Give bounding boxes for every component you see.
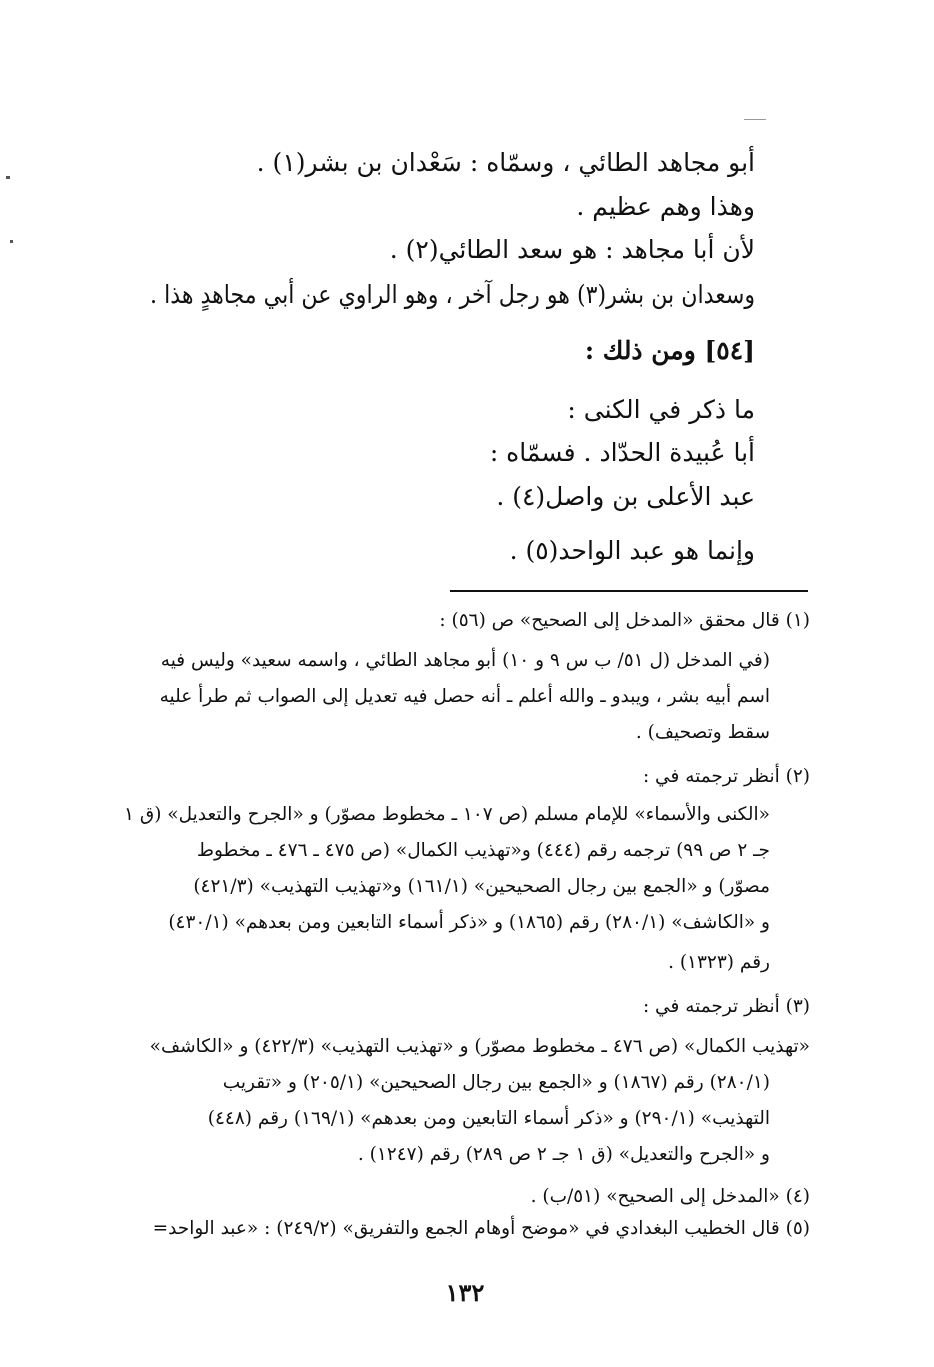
corner-mark [744,119,766,120]
footnote-line: (٣) أنظر ترجمته في : [642,996,810,1017]
text-line: عبد الأعلى بن واصل(٤) . [496,482,755,511]
footnote-line: و «الكاشف» (٢٨٠/١) رقم (١٨٦٥) و «ذكر أسماء التابعين ومن بعدهم» (٤٣٠/١) [168,912,770,933]
footnote-line: «الكنى والأسماء» للإمام مسلم (ص ١٠٧ ـ مخطوط مصوّر) و «الجرح والتعديل» (ق ١ [124,804,770,825]
footnote-line: رقم (١٣٢٣) . [668,952,770,973]
text-line: أبو مجاهد الطائي ، وسمّاه : سَعْدان بن بشر(١) . [256,148,755,177]
scan-speck [6,176,10,179]
footnote-line: سقط وتصحيف) . [635,722,770,743]
section-heading: [٥٤] ومن ذلك : [584,336,755,365]
text-line: وإنما هو عبد الواحد(٥) . [509,536,755,565]
footnote-line: (٤) «المدخل إلى الصحيح» (٥١/ب) . [530,1186,810,1207]
text-line: وسعدان بن بشر(٣) هو رجل آخر ، وهو الراوي عن أبي مجاهدٍ هذا . [149,280,755,309]
text-line: لأن أبا مجاهد : هو سعد الطائي(٢) . [389,235,755,264]
text-line: أبا عُبيدة الحدّاد . فسمّاه : [489,438,755,467]
footnote-line: (٢٨٠/١) رقم (١٨٦٧) و «الجمع بين رجال الصحيحين» (٢٠٥/١) و «تقريب [222,1072,770,1093]
footnote-line: (١) قال محقق «المدخل إلى الصحيح» ص (٥٦) : [439,610,810,631]
footnote-line: (في المدخل (ل ٥١/ ب س ٩ و ١٠) أبو مجاهد الطائي ، واسمه سعيد» وليس فيه [160,650,770,671]
footnote-line: «تهذيب الكمال» (ص ٤٧٦ ـ مخطوط مصوّر) و «تهذيب التهذيب» (٤٢٢/٣) و «الكاشف» [149,1036,810,1057]
text-line: ما ذكر في الكنى : [567,395,755,424]
footnote-line: (٢) أنظر ترجمته في : [642,766,810,787]
page-number: ١٣٢ [445,1278,485,1307]
footnote-separator [450,590,808,592]
footnote-line: اسم أبيه بشر ، ويبدو ـ والله أعلم ـ أنه حصل فيه تعديل إلى الصواب ثم طرأ عليه [159,686,770,707]
scan-speck [10,240,13,243]
footnote-line: (٥) قال الخطيب البغدادي في «موضح أوهام الجمع والتفريق» (٢٤٩/٢) : «عبد الواحد= [152,1218,810,1239]
text-line: وهذا وهم عظيم . [576,192,755,221]
footnote-line: و «الجرح والتعديل» (ق ١ جـ ٢ ص ٢٨٩) رقم (١٢٤٧) . [357,1144,770,1165]
footnote-line: مصوّر) و «الجمع بين رجال الصحيحين» (١٦١/١) و«تهذيب التهذيب» (٤٢١/٣) [193,876,770,897]
footnote-line: جـ ٢ ص ٩٩) ترجمه رقم (٤٤٤) و«تهذيب الكمال» (ص ٤٧٥ ـ ٤٧٦ ـ مخطوط [196,840,770,861]
footnote-line: التهذيب» (٢٩٠/١) و «ذكر أسماء التابعين ومن بعدهم» (١٦٩/١) رقم (٤٤٨) [207,1108,770,1129]
